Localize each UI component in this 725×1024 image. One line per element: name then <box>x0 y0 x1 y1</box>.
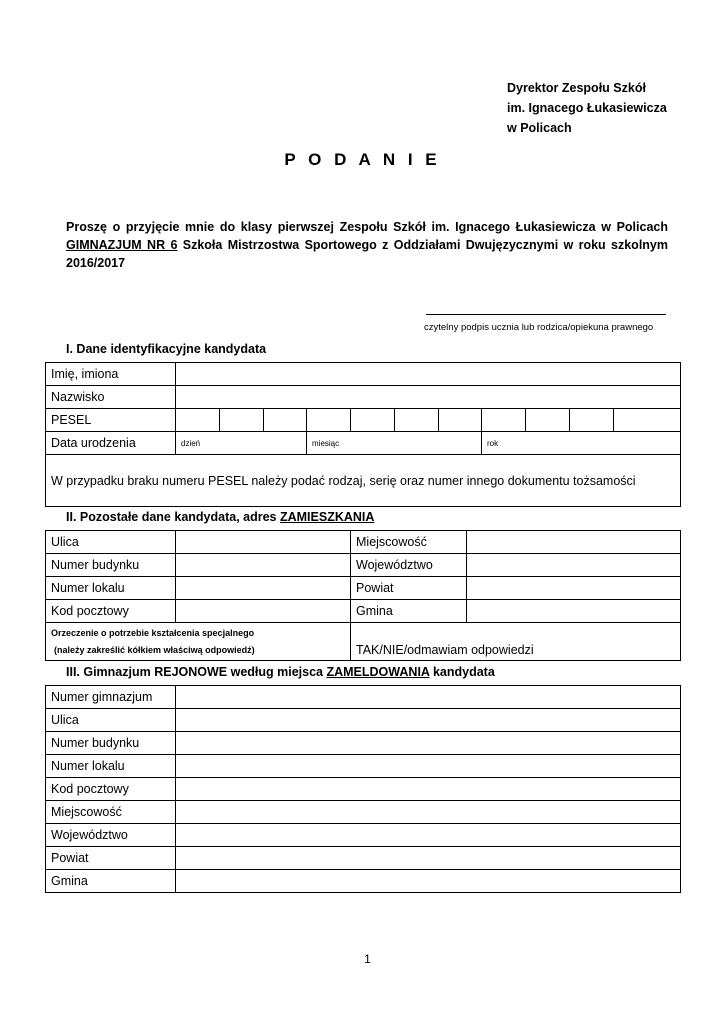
signature-line[interactable] <box>426 314 666 315</box>
addressee-line-1: Dyrektor Zespołu Szkół <box>507 81 646 95</box>
school-town-label: Miejscowość <box>46 801 176 824</box>
school-county-field[interactable] <box>176 847 681 870</box>
pesel-label: PESEL <box>46 409 176 432</box>
surname-label: Nazwisko <box>46 386 176 409</box>
identification-table <box>45 362 681 507</box>
voivodeship-field[interactable] <box>467 554 681 577</box>
pesel-digit-box[interactable] <box>176 409 220 432</box>
street-label: Ulica <box>46 531 176 554</box>
school-town-field[interactable] <box>176 801 681 824</box>
section-3-heading-suffix: kandydata <box>429 665 495 679</box>
postal-code-field[interactable] <box>176 600 351 623</box>
district-school-table <box>45 685 681 893</box>
birth-year-caption: rok <box>487 439 499 449</box>
request-paragraph <box>66 218 668 272</box>
pesel-digit-box[interactable] <box>614 409 681 432</box>
residence-table <box>45 530 681 661</box>
request-school-name: GIMNAZJUM NR 6 <box>66 238 178 252</box>
birth-month-caption: miesiąc <box>312 439 340 449</box>
birth-year-field[interactable] <box>482 432 681 455</box>
pesel-digit-box[interactable] <box>264 409 307 432</box>
school-county-label: Powiat <box>46 847 176 870</box>
pesel-digit-box[interactable] <box>482 409 526 432</box>
section-1-heading: I. Dane identyfikacyjne kandydata <box>66 342 267 356</box>
building-number-label: Numer budynku <box>46 554 176 577</box>
page-title: P O D A N I E <box>284 150 441 169</box>
birth-day-field[interactable] <box>176 432 307 455</box>
section-2-heading-text: II. Pozostałe dane kandydata, adres <box>66 510 280 524</box>
addressee-line-2: im. Ignacego Łukasiewicza <box>507 101 667 115</box>
school-postal-code-field[interactable] <box>176 778 681 801</box>
school-commune-label: Gmina <box>46 870 176 893</box>
commune-label: Gmina <box>351 600 467 623</box>
addressee-line-3: w Policach <box>507 121 572 135</box>
section-3-heading-text: III. Gimnazjum REJONOWE według miejsca <box>66 665 327 679</box>
school-postal-code-label: Kod pocztowy <box>46 778 176 801</box>
commune-field[interactable] <box>467 600 681 623</box>
voivodeship-label: Województwo <box>351 554 467 577</box>
names-label: Imię, imiona <box>46 363 176 386</box>
surname-field[interactable] <box>176 386 681 409</box>
school-building-number-field[interactable] <box>176 732 681 755</box>
school-building-number-label: Numer budynku <box>46 732 176 755</box>
names-field[interactable] <box>176 363 681 386</box>
school-street-label: Ulica <box>46 709 176 732</box>
special-education-label <box>46 623 351 661</box>
signature-caption: czytelny podpis ucznia lub rodzica/opiekuna prawnego <box>424 322 654 333</box>
request-text-part1: Proszę o przyjęcie mnie do klasy pierwszej Zespołu Szkół im. Ignacego Łukasiewicza w Policach <box>66 220 668 234</box>
county-label: Powiat <box>351 577 467 600</box>
school-voivodeship-field[interactable] <box>176 824 681 847</box>
town-label: Miejscowość <box>351 531 467 554</box>
building-number-field[interactable] <box>176 554 351 577</box>
request-text-part2: Szkoła Mistrzostwa Sportowego z Oddziałami Dwujęzycznymi w roku szkolnym 2016/2017 <box>66 238 668 270</box>
school-street-field[interactable] <box>176 709 681 732</box>
apartment-number-label: Numer lokalu <box>46 577 176 600</box>
school-apartment-number-field[interactable] <box>176 755 681 778</box>
birth-day-caption: dzień <box>181 439 201 449</box>
pesel-digit-box[interactable] <box>526 409 570 432</box>
special-education-answer[interactable]: TAK/NIE/odmawiam odpowiedzi <box>351 623 681 661</box>
school-commune-field[interactable] <box>176 870 681 893</box>
town-field[interactable] <box>467 531 681 554</box>
section-2-heading-emphasis: ZAMIESZKANIA <box>279 510 375 524</box>
pesel-digit-box[interactable] <box>351 409 395 432</box>
birth-month-field[interactable] <box>307 432 482 455</box>
pesel-digit-box[interactable] <box>307 409 351 432</box>
section-3-heading <box>66 665 495 679</box>
page-number: 1 <box>364 952 371 966</box>
school-apartment-number-label: Numer lokalu <box>46 755 176 778</box>
street-field[interactable] <box>176 531 351 554</box>
pesel-digit-box[interactable] <box>395 409 439 432</box>
pesel-digit-box[interactable] <box>439 409 482 432</box>
section-3-heading-emphasis: ZAMELDOWANIA <box>326 665 430 679</box>
school-number-field[interactable] <box>176 686 681 709</box>
birthdate-label: Data urodzenia <box>46 432 176 455</box>
special-education-title: Orzeczenie o potrzebie kształcenia specjalnego <box>51 627 255 638</box>
addressee-block <box>507 78 667 138</box>
school-number-label: Numer gimnazjum <box>46 686 176 709</box>
pesel-digit-box[interactable] <box>220 409 264 432</box>
section-2-heading <box>66 510 374 524</box>
school-voivodeship-label: Województwo <box>46 824 176 847</box>
special-education-hint: (należy zakreślić kółkiem właściwą odpowiedź) <box>54 644 255 655</box>
alt-document-note: W przypadku braku numeru PESEL należy podać rodzaj, serię oraz numer innego dokumentu tożsamości <box>51 473 636 488</box>
apartment-number-field[interactable] <box>176 577 351 600</box>
alt-document-field[interactable] <box>46 455 681 507</box>
county-field[interactable] <box>467 577 681 600</box>
pesel-digit-box[interactable] <box>570 409 614 432</box>
postal-code-label: Kod pocztowy <box>46 600 176 623</box>
